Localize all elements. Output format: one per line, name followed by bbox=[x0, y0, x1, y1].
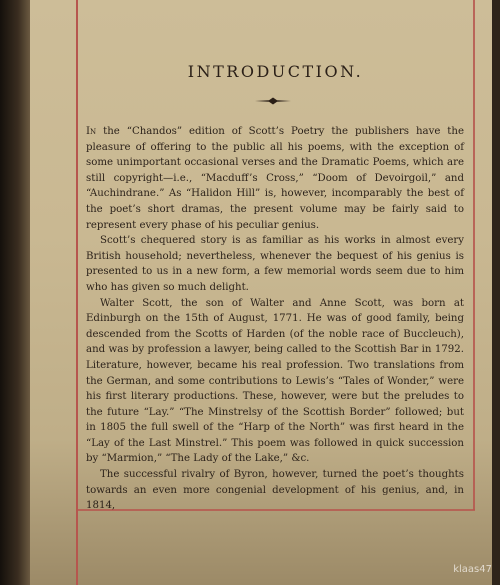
watermark: klaas47 bbox=[453, 564, 492, 575]
ornament-divider-icon bbox=[255, 97, 291, 105]
paragraph-1 bbox=[86, 124, 464, 233]
page-border-left bbox=[76, 0, 78, 585]
paragraph-4: The successful rivalry of Byron, however, turned the poet’s thoughts towards an even more congenial development of his genius, and, in 1814, bbox=[86, 469, 464, 512]
paragraph-2: Scott’s chequered story is as familiar as his works in almost every British household; nevertheless, whenever the bequest of his genius is presented to us in a new form, a few memorial words seem due to him who has given so much delight. bbox=[86, 235, 464, 293]
page-title: INTRODUCTION. bbox=[187, 62, 364, 81]
paragraph-lead-word: In bbox=[86, 126, 97, 137]
body-text bbox=[86, 124, 464, 514]
book-binding-shadow bbox=[0, 0, 30, 585]
paragraph-1-text: the “Chandos” edition of Scott’s Poetry the publishers have the pleasure of offering to the public all his poems, with the exception of some unimportant occasional verses and the Dramatic Poems, which are still copyright—i.e., “Macduff’s Cross,” “Doom of Devoirgoil,” and “Auchindrane.” As “Halidon Hill” is, however, incomparably the best of the poet’s short dramas, the present volume may be fairly said to represent every phase of his peculiar genius. bbox=[86, 126, 464, 231]
page-border-right bbox=[473, 0, 475, 510]
paragraph-3: Walter Scott, the son of Walter and Anne Scott, was born at Edinburgh on the 15th of August, 1771. He was of good family, being descended from the Scotts of Harden (of the noble race of Buccleuch), and was by profession a lawyer, being called to the Scottish Bar in 1792. Literature, however, became his real profession. Two translations from the German, and some contributions to Lewis’s “Tales of Wonder,” were his first literary productions. These, however, were but the preludes to the future “Lay.” “The Minstrelsy of the Scottish Border” followed; but in 1805 the full swell of the “Harp of the North” was first heard in the “Lay of the Last Minstrel.” This poem was followed in quick succession by “Marmion,” “The Lady of the Lake,” &c. bbox=[86, 297, 464, 465]
